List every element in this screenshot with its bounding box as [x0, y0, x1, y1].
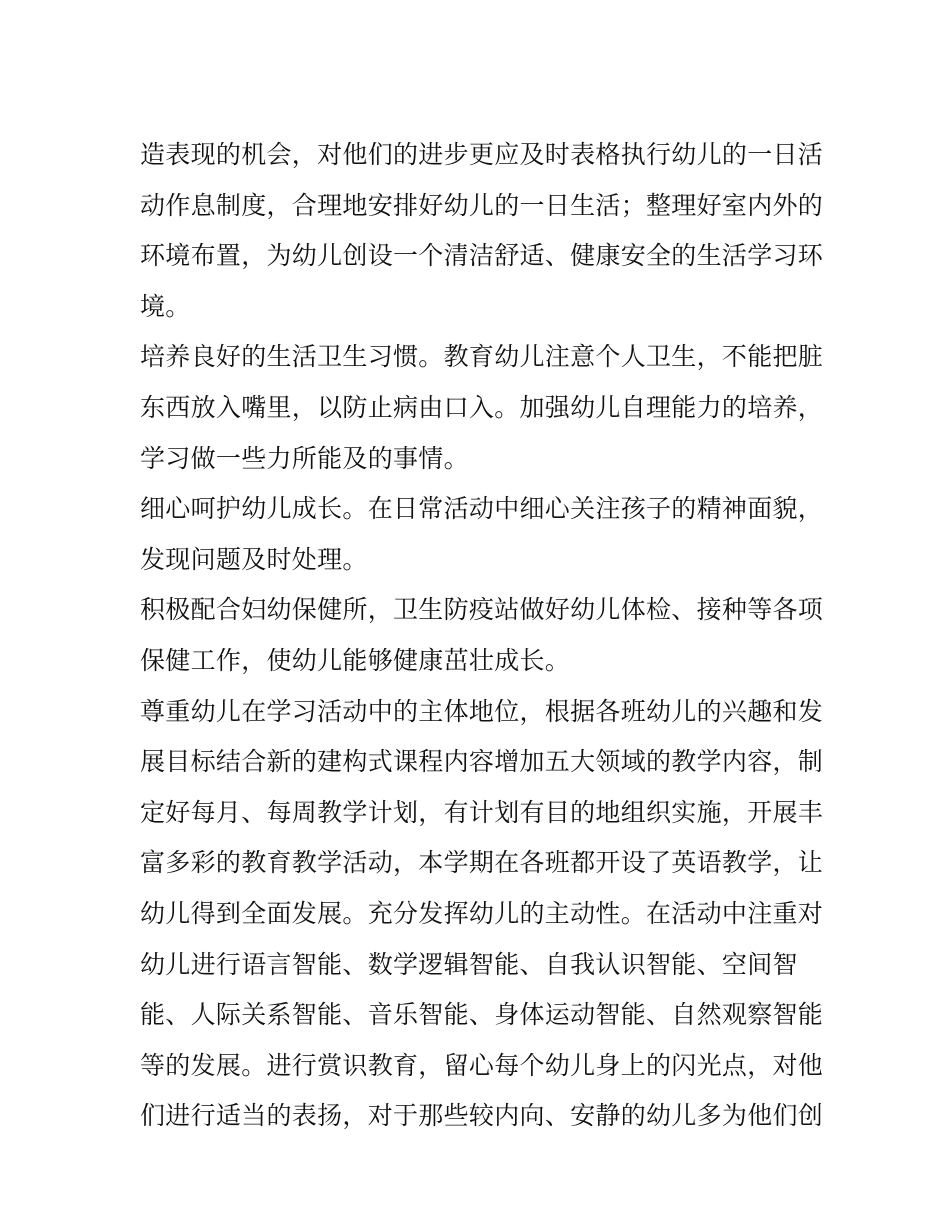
text-line: 们进行适当的表扬，对于那些较内向、安静的幼儿多为他们创 [140, 1101, 824, 1131]
text-line: 幼儿得到全面发展。充分发挥幼儿的主动性。在活动中注重对 [140, 898, 824, 928]
text-line: 富多彩的教育教学活动，本学期在各班都开设了英语教学，让 [140, 848, 824, 878]
text-line: 保健工作，使幼儿能够健康茁壮成长。 [140, 645, 571, 675]
text-line: 培养良好的生活卫生习惯。教育幼儿注意个人卫生，不能把脏 [140, 342, 824, 372]
text-line: 积极配合妇幼保健所，卫生防疫站做好幼儿体检、接种等各项 [140, 595, 824, 625]
text-line: 定好每月、每周教学计划，有计划有目的地组织实施，开展丰 [140, 797, 824, 827]
text-line: 幼儿进行语言智能、数学逻辑智能、自我认识智能、空间智 [140, 949, 798, 979]
text-line: 境。 [140, 291, 191, 321]
text-line: 尊重幼儿在学习活动中的主体地位，根据各班幼儿的兴趣和发 [140, 696, 824, 726]
text-line: 能、人际关系智能、音乐智能、身体运动智能、自然观察智能 [140, 1000, 824, 1030]
text-line: 等的发展。进行赏识教育，留心每个幼儿身上的闪光点，对他 [140, 1050, 824, 1080]
text-line: 动作息制度，合理地安排好幼儿的一日生活；整理好室内外的 [140, 190, 824, 220]
text-line: 东西放入嘴里，以防止病由口入。加强幼儿自理能力的培养， [140, 392, 824, 422]
text-line: 学习做一些力所能及的事情。 [140, 443, 469, 473]
text-line: 发现问题及时处理。 [140, 544, 368, 574]
text-line: 环境布置，为幼儿创设一个清洁舒适、健康安全的生活学习环 [140, 241, 824, 271]
document-text-body [140, 130, 824, 1142]
text-line: 展目标结合新的建构式课程内容增加五大领域的教学内容，制 [140, 747, 824, 777]
text-line: 细心呵护幼儿成长。在日常活动中细心关注孩子的精神面貌， [140, 494, 824, 524]
text-line: 造表现的机会，对他们的进步更应及时表格执行幼儿的一日活 [140, 140, 824, 169]
